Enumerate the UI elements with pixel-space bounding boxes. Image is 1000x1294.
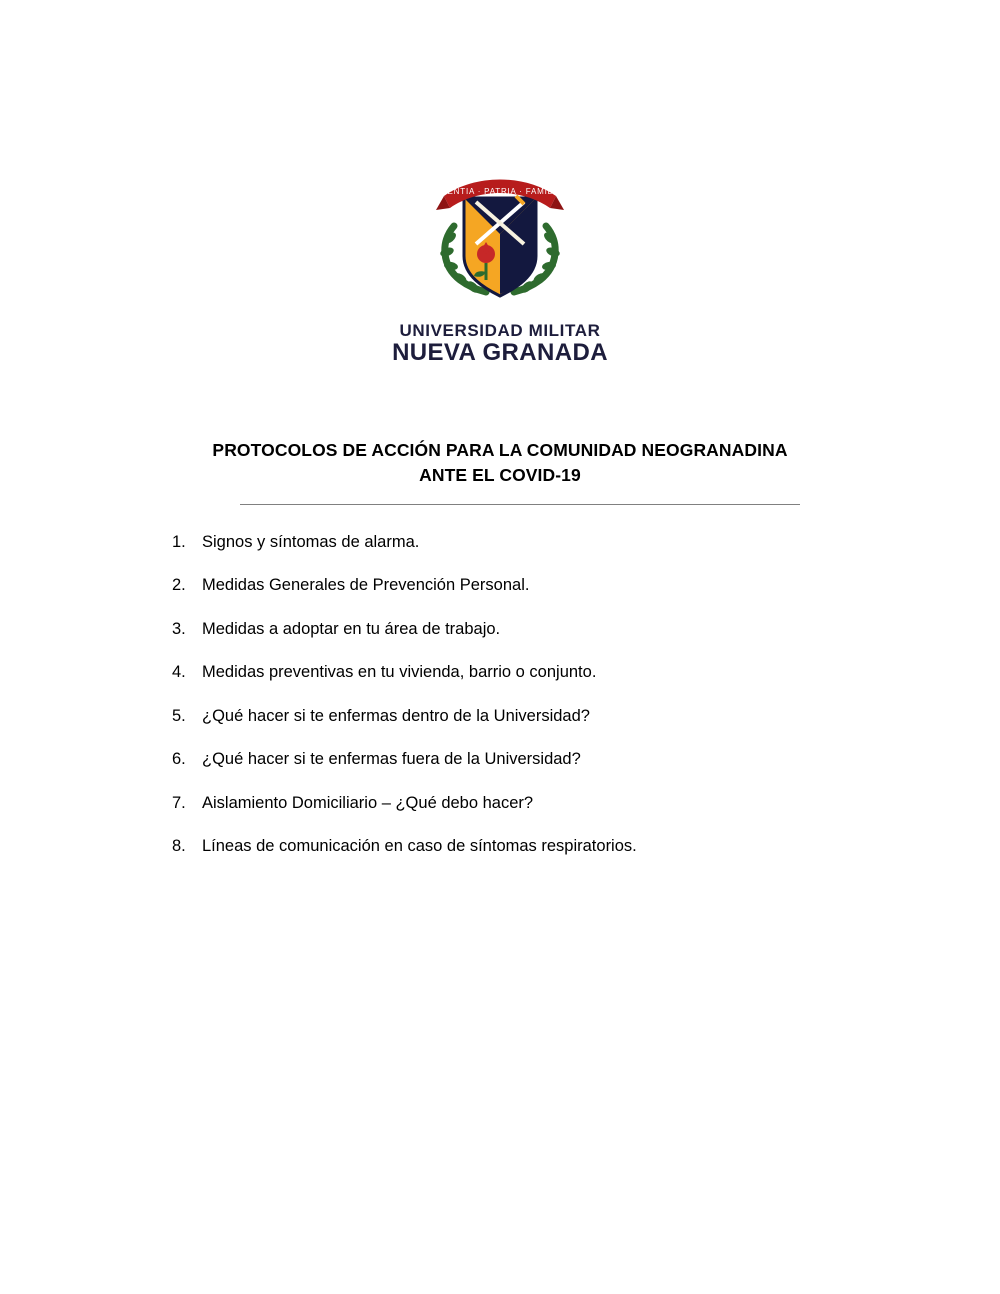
university-name-line2: NUEVA GRANADA (392, 339, 608, 366)
list-item (172, 793, 892, 814)
list-item (172, 706, 892, 727)
list-item-number: 4. (172, 663, 186, 682)
list-item-label: Aislamiento Domiciliario – ¿Qué debo hacer? (202, 793, 534, 812)
page-title-line2: ANTE EL COVID-19 (419, 465, 581, 486)
list-item-number: 1. (172, 533, 186, 551)
list-item-number: 6. (172, 750, 186, 769)
list-item-label: Medidas a adoptar en tu área de trabajo. (202, 619, 501, 638)
university-name-line1: UNIVERSIDAD MILITAR (399, 321, 601, 340)
page-title-line1: PROTOCOLOS DE ACCIÓN PARA LA COMUNIDAD NEOGRANADINA (212, 440, 788, 460)
university-logo (0, 168, 1000, 365)
list-item-number: 7. (172, 793, 186, 812)
list-item (172, 836, 892, 857)
list-item-label: Líneas de comunicación en caso de síntomas respiratorios. (202, 837, 637, 856)
list-item (172, 532, 892, 553)
list-item-label: Medidas Generales de Prevención Personal. (202, 576, 530, 595)
list-item-label: Signos y síntomas de alarma. (202, 533, 420, 551)
list-item-number: 3. (172, 619, 186, 638)
list-item (172, 575, 892, 596)
title-divider (240, 504, 800, 505)
list-item-number: 5. (172, 706, 186, 725)
svg-text:SCIENTIA · PATRIA · FAMILIAE: SCIENTIA · PATRIA · FAMILIAE (431, 187, 569, 196)
protocol-list (172, 532, 892, 880)
list-item (172, 619, 892, 640)
list-item (172, 749, 892, 770)
list-item (172, 662, 892, 683)
list-item-label: ¿Qué hacer si te enfermas dentro de la Universidad? (202, 706, 590, 725)
list-item-label: ¿Qué hacer si te enfermas fuera de la Universidad? (202, 750, 581, 769)
list-item-number: 8. (172, 837, 186, 856)
page-title (0, 438, 1000, 489)
list-item-label: Medidas preventivas en tu vivienda, barrio o conjunto. (202, 663, 597, 682)
list-item-number: 2. (172, 576, 186, 595)
university-crest-icon (420, 168, 580, 318)
university-name (392, 322, 608, 365)
